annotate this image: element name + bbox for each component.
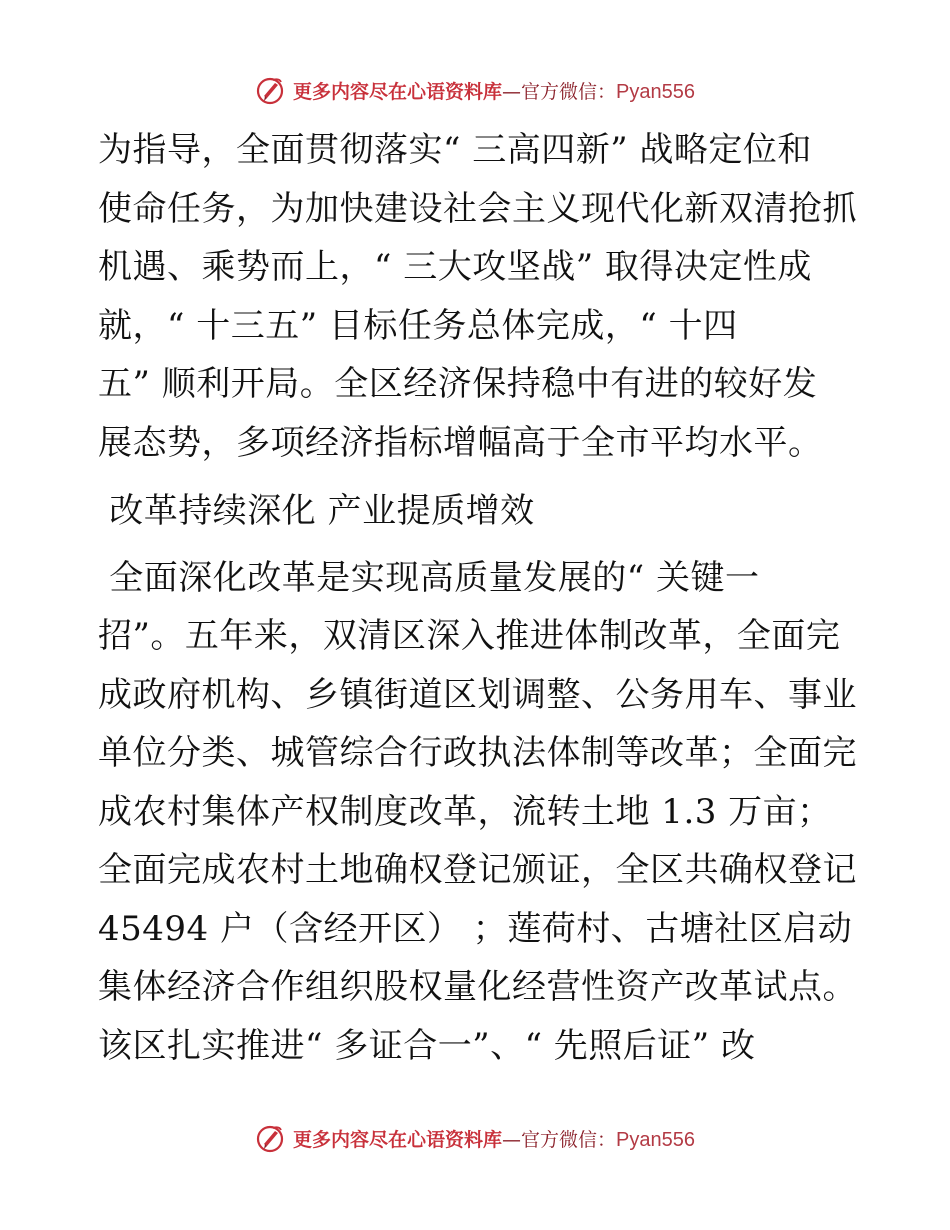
- header-watermark: [0, 70, 950, 110]
- footer-watermark: [0, 1118, 950, 1158]
- text-line: 成农村集体产权制度改革，流转土地 1.3 万亩；: [98, 791, 832, 832]
- section-heading-text: 改革持续深化 产业提质增效: [98, 491, 535, 531]
- document-body: [98, 121, 858, 1075]
- watermark-wechat-label: 官方微信：: [521, 80, 617, 103]
- watermark-library-text: 更多内容尽在心语资料库: [293, 1128, 503, 1151]
- text-line: 为指导，全面贯彻落实“ 三高四新” 战略定位和: [98, 130, 812, 170]
- paragraph-reform: [98, 549, 858, 1076]
- text-line: 成政府机构、乡镇街道区划调整、公务用车、事业: [98, 674, 857, 715]
- text-line: 就，“ 十三五” 目标任务总体完成，“ 十四: [98, 305, 738, 346]
- watermark-separator: —: [502, 80, 522, 103]
- text-line: 全面深化改革是实现高质量发展的“ 关键一: [98, 557, 760, 598]
- watermark-library-text: 更多内容尽在心语资料库: [293, 80, 503, 103]
- text-line: 45494 户（含经开区） ；莲荷村、古塘社区启动: [98, 908, 853, 949]
- watermark-wechat-id: Pyan556: [616, 1128, 695, 1151]
- text-line: 使命任务，为加快建设社会主义现代化新双清抢抓: [98, 188, 857, 229]
- text-line: 单位分类、城管综合行政执法体制等改革；全面完: [98, 733, 857, 773]
- text-line: 招”。五年来，双清区深入推进体制改革，全面完: [98, 616, 841, 656]
- red-quill-seal-icon: [255, 75, 285, 105]
- text-line: 全面完成农村土地确权登记颁证，全区共确权登记: [98, 850, 857, 890]
- red-quill-seal-icon: [255, 1123, 285, 1153]
- text-line: 机遇、乘势而上，“ 三大攻坚战” 取得决定性成: [98, 247, 812, 287]
- text-line: 集体经济合作组织股权量化经营性资产改革试点。: [98, 967, 857, 1007]
- watermark-wechat-label: 官方微信：: [521, 1128, 617, 1151]
- section-heading: [98, 482, 858, 541]
- text-line: 展态势，多项经济指标增幅高于全市平均水平。: [98, 422, 823, 463]
- watermark-separator: —: [502, 1128, 522, 1151]
- watermark-wechat-id: Pyan556: [616, 80, 695, 103]
- paragraph-intro: [98, 121, 858, 472]
- text-line: 五” 顺利开局。全区经济保持稳中有进的较好发: [98, 364, 818, 404]
- text-line: 该区扎实推进“ 多证合一”、“ 先照后证” 改: [98, 1025, 756, 1066]
